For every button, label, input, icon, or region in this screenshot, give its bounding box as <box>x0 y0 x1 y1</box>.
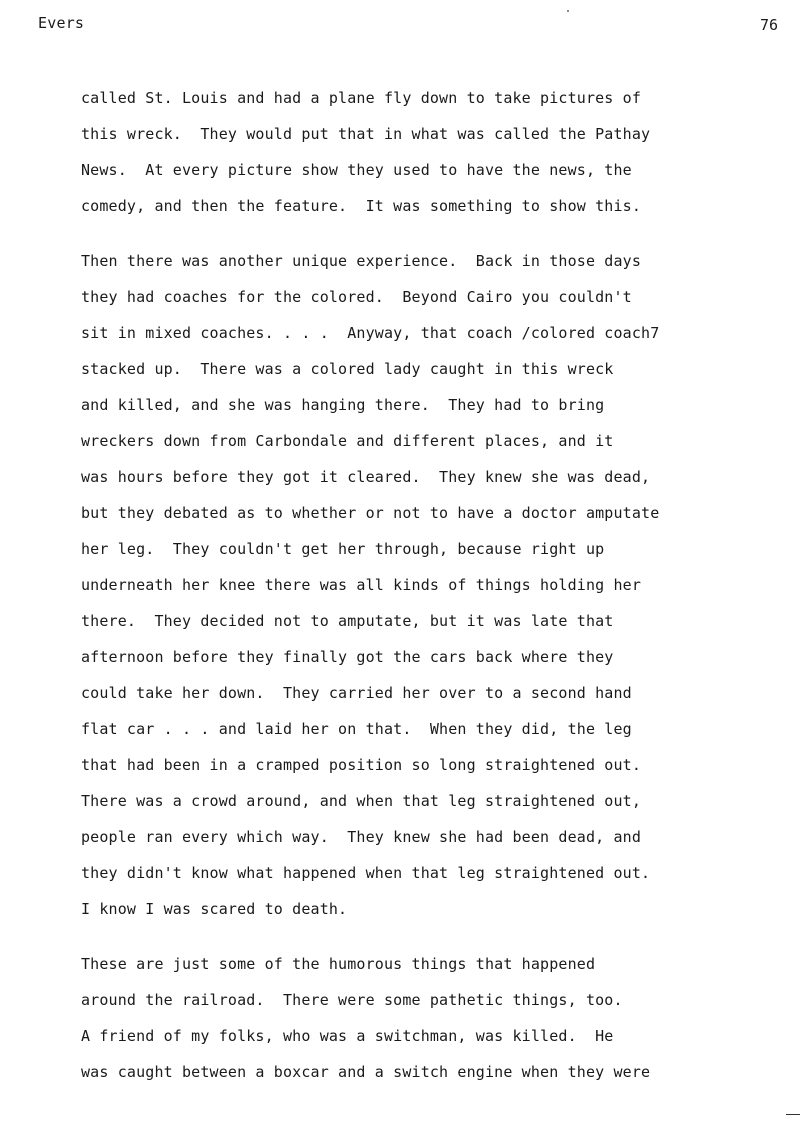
paragraph-2-line-8: but they debated as to whether or not to have a doctor amputate <box>81 504 660 522</box>
paragraph-2-line-14: flat car . . . and laid her on that. When they did, the leg <box>81 720 632 738</box>
paragraph-2-line-7: was hours before they got it cleared. They knew she was dead, <box>81 468 651 486</box>
paragraph-2-line-4: stacked up. There was a colored lady caught in this wreck <box>81 360 614 378</box>
paragraph-2-line-6: wreckers down from Carbondale and different places, and it <box>81 432 614 450</box>
paragraph-2-line-16: There was a crowd around, and when that leg straightened out, <box>81 792 642 810</box>
paragraph-2-line-2: they had coaches for the colored. Beyond Cairo you couldn't <box>81 288 632 306</box>
paragraph-3-line-1: These are just some of the humorous things that happened <box>81 955 596 973</box>
paragraph-1-line-3: News. At every picture show they used to have the news, the <box>81 161 632 179</box>
paragraph-3-line-3: A friend of my folks, who was a switchman, was killed. He <box>81 1027 614 1045</box>
paragraph-2-line-1: Then there was another unique experience. Back in those days <box>81 252 642 270</box>
paragraph-1-line-1: called St. Louis and had a plane fly down to take pictures of <box>81 89 642 107</box>
paragraph-2-line-11: there. They decided not to amputate, but it was late that <box>81 612 614 630</box>
paragraph-2-line-12: afternoon before they finally got the cars back where they <box>81 648 614 666</box>
paragraph-2-line-5: and killed, and she was hanging there. They had to bring <box>81 396 605 414</box>
paragraph-2-line-15: that had been in a cramped position so long straightened out. <box>81 756 642 774</box>
paragraph-1-line-4: comedy, and then the feature. It was something to show this. <box>81 197 642 215</box>
scan-speck <box>567 10 569 12</box>
paragraph-1-line-2: this wreck. They would put that in what was called the Pathay <box>81 125 651 143</box>
running-header-author: Evers <box>38 14 85 32</box>
paragraph-2-line-10: underneath her knee there was all kinds of things holding her <box>81 576 642 594</box>
paragraph-2-line-17: people ran every which way. They knew she had been dead, and <box>81 828 642 846</box>
scan-edge-mark <box>786 1114 800 1115</box>
paragraph-2-line-18: they didn't know what happened when that leg straightened out. <box>81 864 651 882</box>
page-number: 76 <box>759 16 778 34</box>
paragraph-2-line-13: could take her down. They carried her over to a second hand <box>81 684 632 702</box>
paragraph-3-line-2: around the railroad. There were some pathetic things, too. <box>81 991 623 1009</box>
paragraph-2-line-9: her leg. They couldn't get her through, because right up <box>81 540 605 558</box>
paragraph-3-line-4: was caught between a boxcar and a switch engine when they were <box>81 1063 651 1081</box>
paragraph-2-line-3: sit in mixed coaches. . . . Anyway, that coach /colored coach7 <box>81 324 660 342</box>
paragraph-2-line-19: I know I was scared to death. <box>81 900 348 918</box>
